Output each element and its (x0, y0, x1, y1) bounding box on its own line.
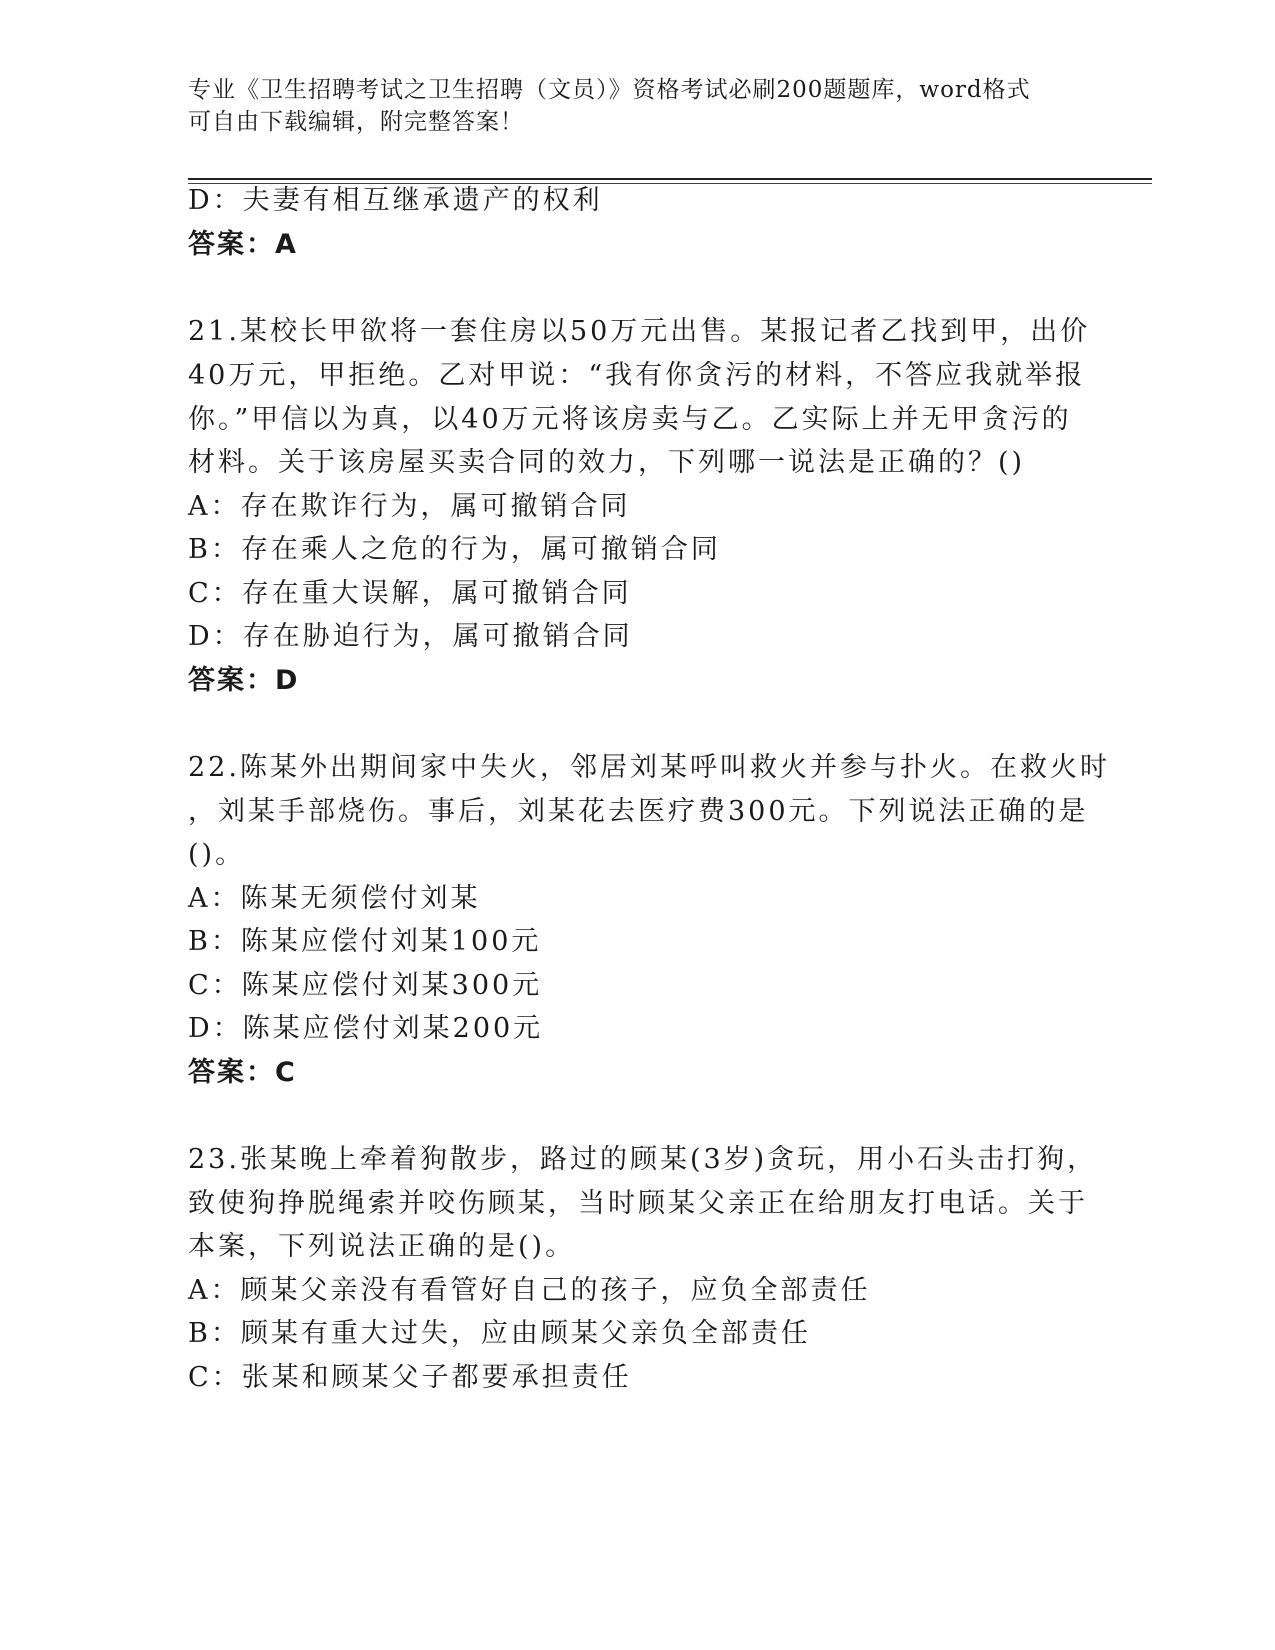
q22-stem-line-1: 22.陈某外出期间家中失火，邻居刘某呼叫救火并参与扑火。在救火时 (188, 752, 1110, 783)
document-header (188, 74, 1068, 138)
q23-stem-line-3: 本案，下列说法正确的是()。 (188, 1231, 576, 1262)
q21-option-d: D：存在胁迫行为，属可撤销合同 (188, 621, 633, 652)
q23-stem-line-1: 23.张某晚上牵着狗散步，路过的顾某(3岁)贪玩，用小石头击打狗， (188, 1144, 1098, 1175)
q21-option-b: B：存在乘人之危的行为，属可撤销合同 (188, 534, 721, 565)
q22-stem-line-3: ()。 (188, 839, 246, 870)
q21-stem-line-2: 40万元，甲拒绝。乙对甲说：“我有你贪污的材料，不答应我就举报 (188, 360, 1086, 391)
q23-option-a: A：顾某父亲没有看管好自己的孩子，应负全部责任 (188, 1275, 871, 1306)
q22-option-a: A：陈某无须偿付刘某 (188, 883, 481, 914)
q22-option-c: C：陈某应偿付刘某300元 (188, 970, 543, 1001)
q22-stem-line-2: ，刘某手部烧伤。事后，刘某花去医疗费300元。下列说法正确的是 (188, 796, 1089, 827)
q23-option-c: C：张某和顾某父子都要承担责任 (188, 1362, 632, 1393)
q22-answer: 答案：C (188, 1057, 297, 1088)
prev-option-d: D：夫妻有相互继承遗产的权利 (188, 185, 603, 216)
header-line-1: 专业《卫生招聘考试之卫生招聘（文员）》资格考试必刷200题题库，word格式 (188, 77, 1031, 103)
prev-answer: 答案：A (188, 229, 298, 260)
header-divider-thick (188, 178, 1152, 180)
q21-option-a: A：存在欺诈行为，属可撤销合同 (188, 491, 631, 522)
q23-option-b: B：顾某有重大过失，应由顾某父亲负全部责任 (188, 1318, 811, 1349)
q21-option-c: C：存在重大误解，属可撤销合同 (188, 578, 632, 609)
header-line-2: 可自由下载编辑，附完整答案！ (188, 109, 524, 135)
q21-answer: 答案：D (188, 665, 300, 696)
q22-option-b: B：陈某应偿付刘某100元 (188, 926, 542, 957)
q23-stem-line-2: 致使狗挣脱绳索并咬伤顾某，当时顾某父亲正在给朋友打电话。关于 (188, 1188, 1088, 1219)
q21-stem-line-1: 21.某校长甲欲将一套住房以50万元出售。某报记者乙找到甲，出价 (188, 316, 1091, 347)
q22-option-d: D：陈某应偿付刘某200元 (188, 1013, 544, 1044)
q21-stem-line-3: 你。”甲信以为真，以40万元将该房卖与乙。乙实际上并无甲贪污的 (188, 404, 1072, 435)
q21-stem-line-4: 材料。关于该房屋买卖合同的效力，下列哪一说法是正确的？() (188, 447, 1026, 478)
